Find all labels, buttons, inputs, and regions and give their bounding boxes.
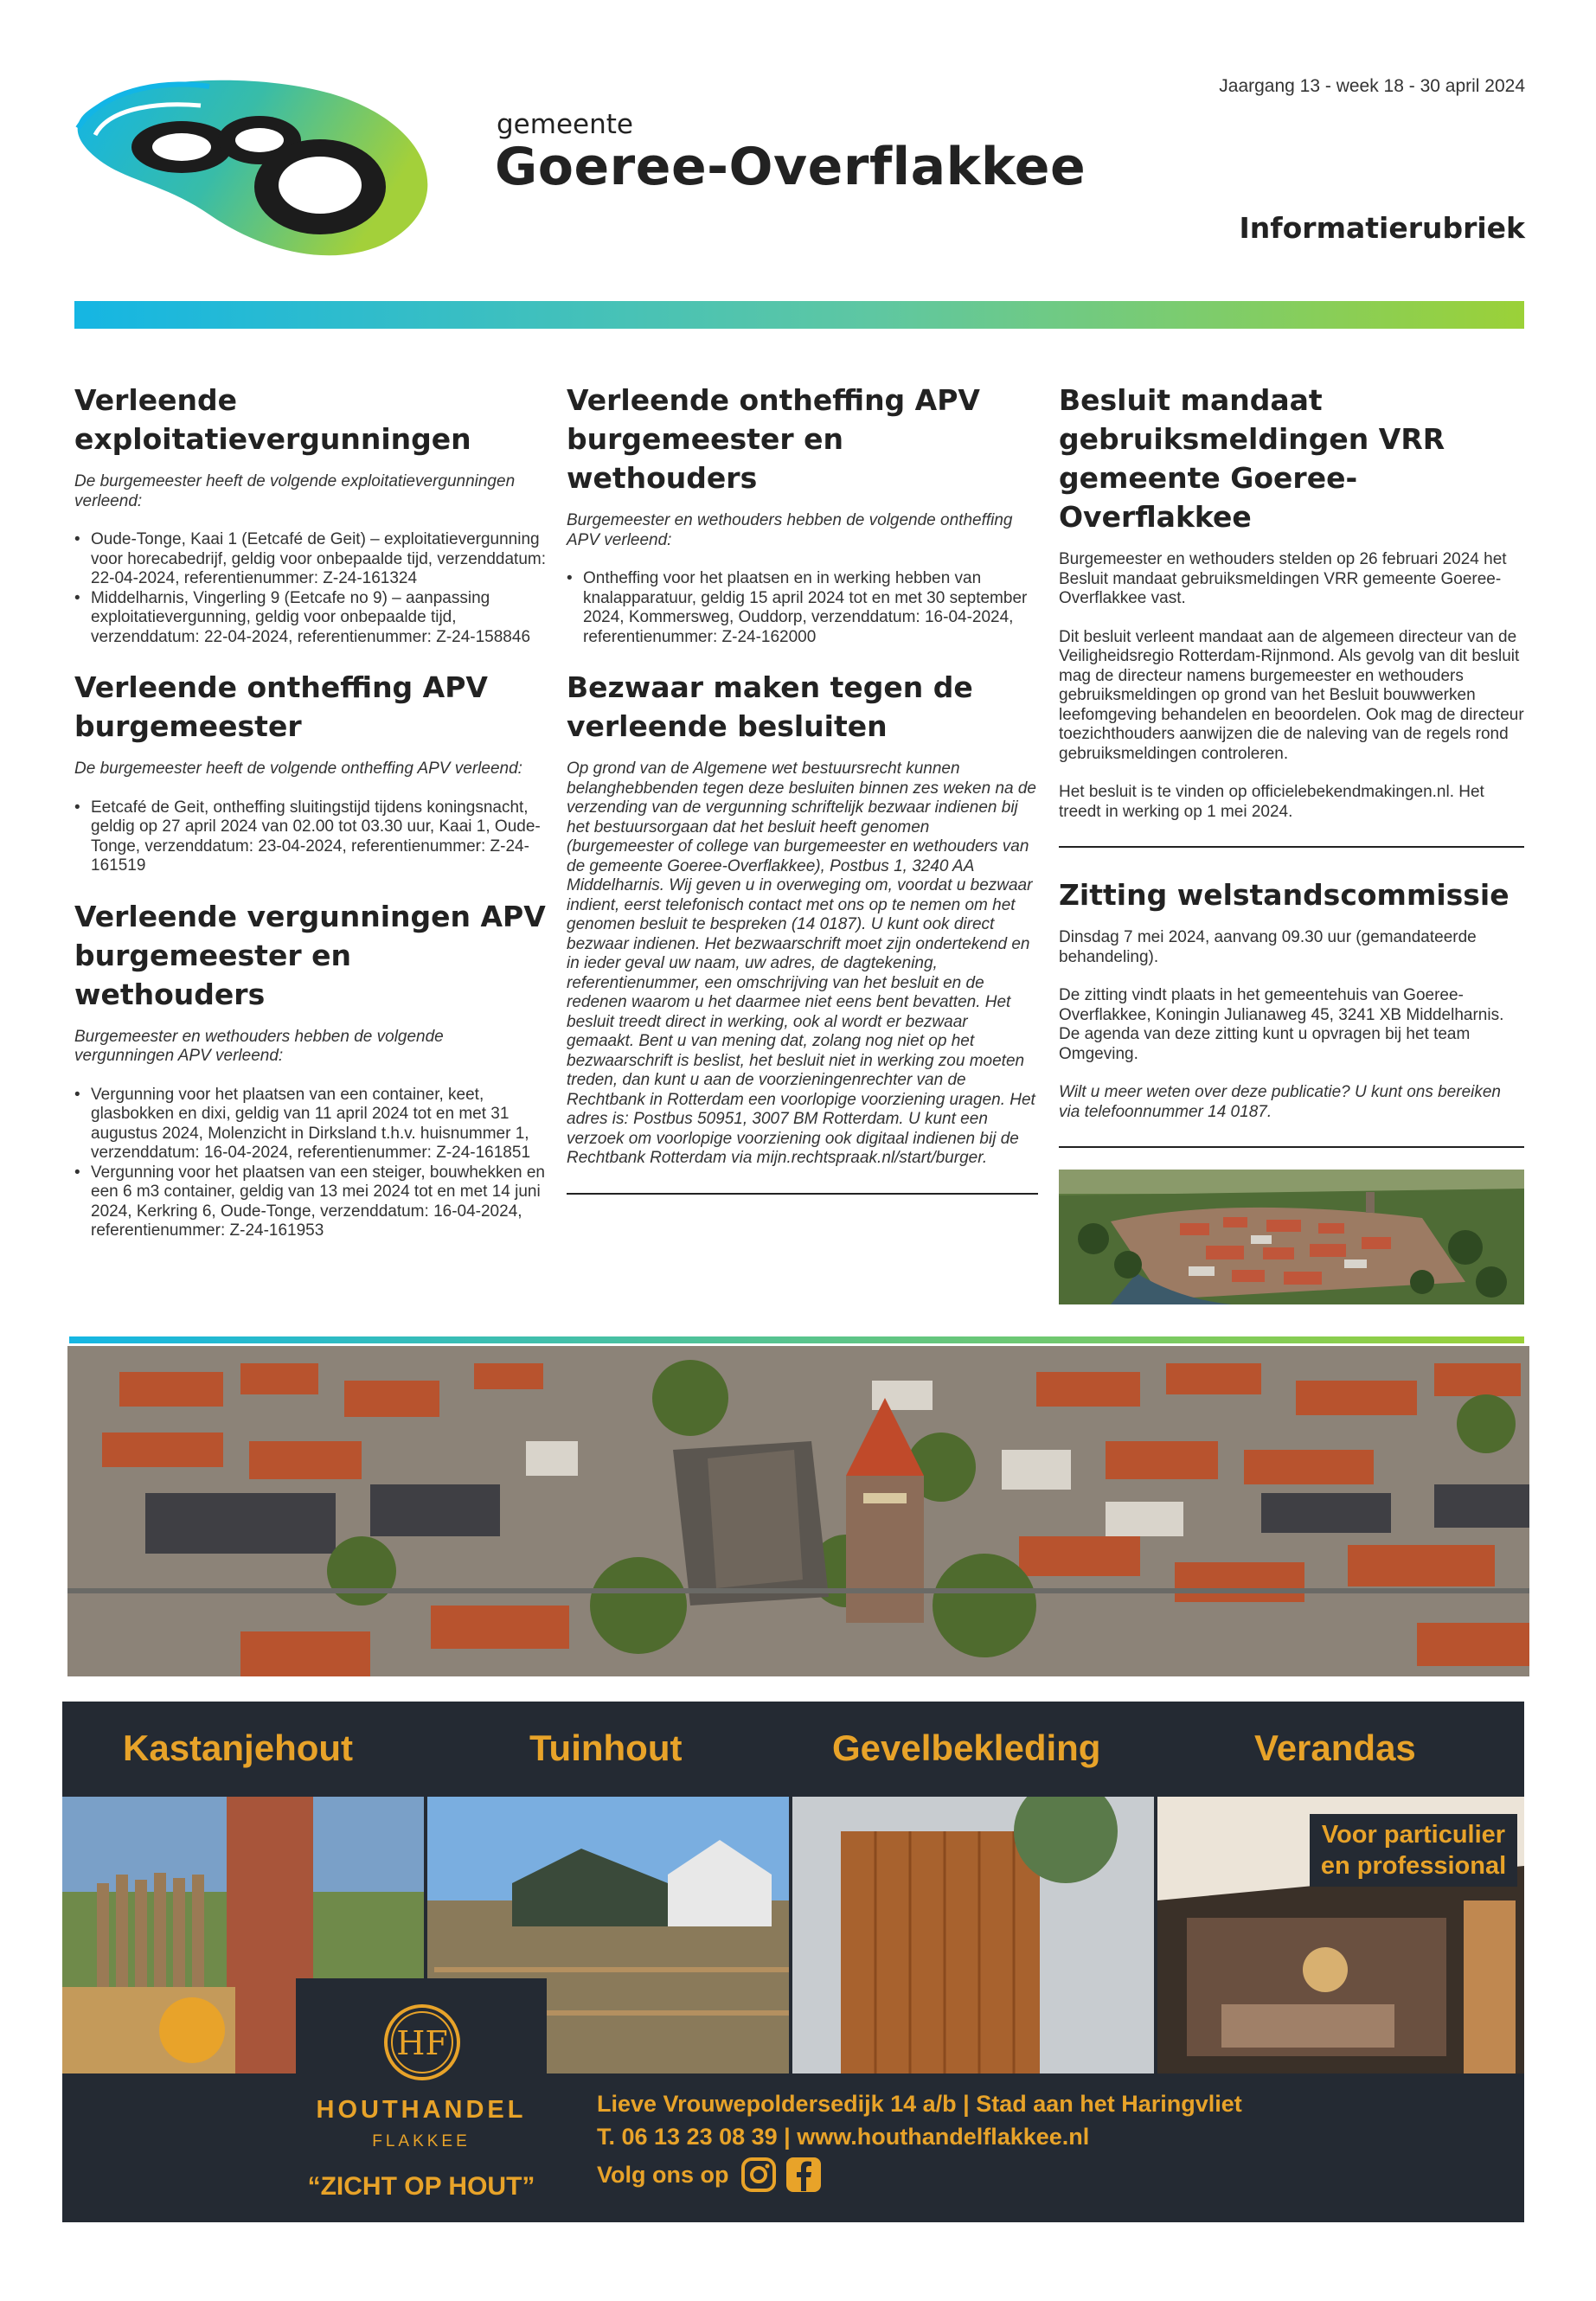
paragraph: Burgemeester en wethouders stelden op 26 februari 2024 het Besluit mandaat gebruiksmeldingen VRR gemeente Goeree-Overflakkee vast. [1059, 550, 1507, 607]
notice-list [567, 569, 1038, 647]
paragraph: Dit besluit verleent mandaat aan de algemeen directeur van de Veiligheidsregio Rotterdam-Rijnmond. Als gevolg van dit besluit mag de directeur namens burgemeester en wethouders gebruiksmeldingen op grond van het Besluit bouwwerken leefomgeving behandelen en beoordelen. Ook mag de directeur toezichthouders aanwijzen die de naleving van de regels rond gebruiksmeldingen controleren. [1059, 627, 1524, 763]
category-tuinhout: Tuinhout [529, 1727, 683, 1768]
section-intro: Burgemeester en wethouders hebben de volgende ontheffing APV verleend: [567, 511, 1013, 549]
facebook-icon[interactable] [785, 2157, 822, 2193]
paragraph: De zitting vindt plaats in het gemeentehuis van Goeree-Overflakkee, Koningin Julianaweg 45, 3241 XB Middelharnis. De agenda van deze zitting kunt u opvragen bij het team Omgeving. [1059, 986, 1504, 1063]
section-heading: Verleende ontheffing APV burgemeester [74, 670, 488, 743]
notice-item: • Oude-Tonge, Kaai 1 (Eetcafé de Geit) – exploitatievergunning voor horecabedrijf, geldig voor onbepaalde tijd, verzenddatum: 22-04-2024, referentienummer: Z-24-161324 [74, 530, 546, 589]
header-gradient-bar [74, 301, 1524, 329]
section-heading: Zitting welstandscommissie [1059, 878, 1509, 912]
section-exploitatievergunningen [74, 381, 546, 647]
instagram-icon[interactable] [740, 2157, 777, 2193]
column-1 [74, 381, 546, 1262]
municipality-name: Goeree-Overflakkee [495, 137, 1086, 197]
aerial-photo-town [67, 1346, 1529, 1676]
notice-item: • Vergunning voor het plaatsen van een container, keet, glasbokken en dixi, geldig van 11 april 2024 tot en met 31 augustus 2024, Molenzicht in Dirksland t.h.v. huisnummer 1, verzenddatum: 16-04-2024, referentienummer: Z-24-161851 [74, 1086, 546, 1163]
monogram-text: HF [396, 2024, 448, 2062]
divider [1059, 1146, 1524, 1148]
section-intro: De burgemeester heeft de volgende exploitatievergunningen verleend: [74, 472, 516, 510]
section-heading: Verleende ontheffing APV burgemeester en wethouders [567, 383, 980, 495]
photo-top-line [69, 1336, 1524, 1343]
section-heading: Verleende vergunningen APV burgemeester en wethouders [74, 899, 546, 1011]
paragraph: Wilt u meer weten over deze publicatie? U kunt ons bereiken via telefoonnummer 14 0187. [1059, 1083, 1501, 1121]
divider [567, 1193, 1038, 1195]
notice-list [74, 1086, 546, 1241]
brand-subname: FLAKKEE [372, 2132, 471, 2150]
product-photos [62, 1797, 1524, 2073]
column-3 [1059, 381, 1524, 1176]
section-bezwaar [567, 668, 1038, 1169]
ad-address: Lieve Vrouwepoldersedijk 14 a/b | Stad aan het Haringvliet [597, 2091, 1242, 2117]
hf-monogram-icon [382, 2003, 462, 2082]
notice-item: • Eetcafé de Geit, ontheffing sluitingstijd tijdens koningsnacht, geldig op 27 april 2024 van 02.00 tot 03.30 uur, Kaai 1, Oude-Tonge, verzenddatum: 23-04-2024, referentienummer: Z-24-161519 [74, 798, 546, 876]
notice-list [74, 530, 546, 647]
notice-item: • Vergunning voor het plaatsen van een steiger, bouwhekken en een 6 m3 container, geldig van 13 mei 2024 tot en met 14 juni 2024, Kerkring 6, Oude-Tonge, verzenddatum: 16-04-2024, referentienummer: Z-24-161953 [74, 1163, 546, 1241]
houthandel-advertisement [62, 1702, 1524, 2222]
section-welstand [1059, 875, 1524, 1122]
brand-slogan: “ZICHT OP HOUT” [307, 2172, 535, 2201]
column-2 [567, 381, 1038, 1222]
follow-label: Volg ons op [597, 2162, 729, 2188]
notice-item: • Ontheffing voor het plaatsen en in werking hebben van knalapparatuur, geldig 15 april 2024 tot en met 30 september 2024, Kommersweg, Ouddorp, verzenddatum: 16-04-2024, referentienummer: Z-24-162000 [567, 569, 1038, 647]
paragraph: Dinsdag 7 mei 2024, aanvang 09.30 uur (gemandateerde behandeling). [1059, 928, 1477, 966]
notice-list [74, 798, 546, 876]
category-gevelbekleding: Gevelbekleding [832, 1727, 1101, 1768]
section-title: Informatierubriek [1239, 211, 1525, 245]
badge-line: Voor particulier [1321, 1821, 1506, 1849]
issue-info: Jaargang 13 - week 18 - 30 april 2024 [1219, 76, 1525, 96]
municipality-logo [71, 76, 452, 260]
section-ontheffing-bw [567, 381, 1038, 647]
target-audience-badge [1310, 1814, 1517, 1887]
section-intro: De burgemeester heeft de volgende ontheffing APV verleend: [74, 760, 522, 778]
section-vergunningen-apv [74, 897, 546, 1241]
section-heading: Besluit mandaat gebruiksmeldingen VRR gemeente Goeree-Overflakkee [1059, 383, 1445, 534]
ad-contact: T. 06 13 23 08 39 | www.houthandelflakkee.nl [597, 2124, 1090, 2150]
badge-line: en professional [1320, 1852, 1507, 1880]
section-heading: Bezwaar maken tegen de verleende besluiten [567, 670, 973, 743]
notice-item: • Middelharnis, Vingerling 9 (Eetcafe no 9) – aanpassing exploitatievergunning, geldig voor onbepaalde tijd, verzenddatum: 22-04-2024, referentienummer: Z-24-158846 [74, 589, 546, 648]
section-heading: Verleende exploitatievergunningen [74, 383, 471, 456]
aerial-photo-small [1059, 1170, 1524, 1304]
section-intro: Burgemeester en wethouders hebben de volgende vergunningen APV verleend: [74, 1027, 444, 1065]
divider [1059, 846, 1524, 848]
brand-logo-block [296, 1978, 547, 2222]
category-kastanjehout: Kastanjehout [123, 1727, 354, 1768]
category-verandas: Verandas [1254, 1727, 1416, 1768]
section-mandaat [1059, 381, 1524, 822]
objection-text: Op grond van de Algemene wet bestuursrecht kunnen belanghebbenden tegen deze besluiten binnen zes weken na de verzending van de vergunning schriftelijk bezwaar indienen bij het bestuursorgaan dat het besluit heeft genomen (burgemeester of college van burgemeester en wethouders van de gemeente Goeree-Overflakkee), Postbus 1, 3240 AA Middelharnis. Wij geven u in overweging om, voordat u bezwaar indient, eerst telefonisch contact met ons op te nemen om het genomen besluit te bespreken (14 0187). U kunt ook direct bezwaar indienen. Het bezwaarschrift moet zijn ondertekend en in ieder geval uw naam, uw adres, de dagtekening, referentienummer, een omschrijving van het besluit en de redenen waarom u het daarmee niet eens bent bevatten. Het besluit treedt direct in werking, ook al wordt er bezwaar gemaakt. Bent u van mening dat, zolang nog niet op het bezwaarschrift is beslist, het besluit niet in werking zou moeten treden, dan kunt u aan de voorzieningenrechter van de Rechtbank in Rotterdam een voorlopige voorziening uragen. Het adres is: Postbus 50951, 3007 BM Rotterdam. U kunt een verzoek om voorlopige voorziening ook digitaal indienen bij de Rechtbank Rotterdam via mijn.rechtspraak.nl/start/burger. [567, 760, 1037, 1167]
brand-name: HOUTHANDEL [316, 2096, 527, 2124]
municipality-label: gemeente [497, 109, 633, 140]
paragraph: Het besluit is te vinden op officielebekendmakingen.nl. Het treedt in werking op 1 mei 2024. [1059, 783, 1484, 821]
section-ontheffing-burgemeester [74, 668, 546, 876]
